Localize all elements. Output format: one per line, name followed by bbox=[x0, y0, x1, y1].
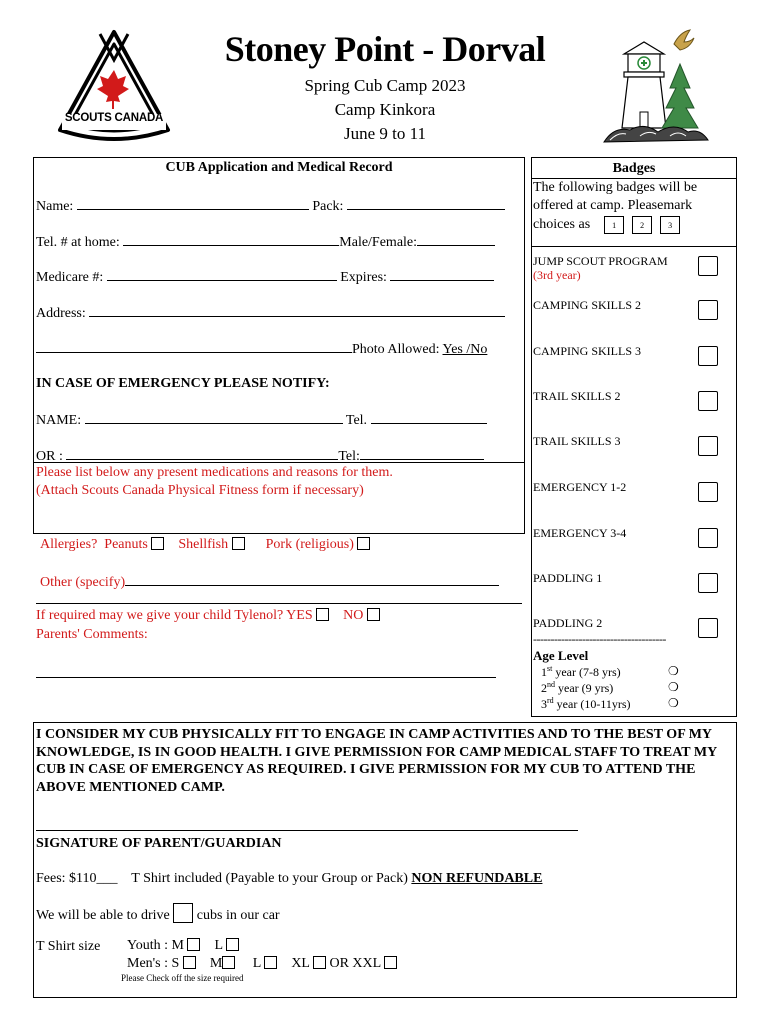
choice-box-1: 1 bbox=[604, 216, 624, 234]
age-radio-icon[interactable]: ❍ bbox=[668, 664, 679, 678]
emergency-name-label: NAME: bbox=[36, 413, 82, 428]
mens-xl-label: XL bbox=[291, 956, 310, 971]
badge-checkbox[interactable] bbox=[698, 300, 718, 320]
signature-line[interactable] bbox=[36, 830, 578, 831]
photo-label: Photo Allowed: bbox=[352, 342, 440, 357]
badges-intro-3 bbox=[533, 216, 688, 234]
other-allergy-line-2[interactable] bbox=[36, 603, 522, 604]
photo-options[interactable]: Yes /No bbox=[442, 342, 488, 357]
photo-row bbox=[36, 340, 487, 358]
address-row bbox=[36, 304, 505, 322]
medications-field[interactable] bbox=[36, 502, 522, 532]
badge-checkbox[interactable] bbox=[698, 391, 718, 411]
age-ordinal-suffix: rd bbox=[547, 696, 554, 705]
alternate-tel-field[interactable] bbox=[360, 447, 484, 460]
tylenol-row bbox=[36, 608, 380, 624]
age-level-item bbox=[541, 680, 613, 696]
mens-s-checkbox[interactable] bbox=[183, 956, 196, 969]
other-allergy-label: Other (specify) bbox=[40, 575, 126, 590]
age-text: year (10-11yrs) bbox=[553, 697, 631, 711]
badges-intro-1: The following badges will be bbox=[533, 180, 698, 195]
scouts-canada-logo bbox=[54, 26, 174, 144]
drive-row bbox=[36, 903, 280, 924]
address-label: Address: bbox=[36, 306, 86, 321]
badge-checkbox[interactable] bbox=[698, 618, 718, 638]
age-ordinal: 1 bbox=[541, 665, 547, 679]
youth-m-label: Youth : M bbox=[127, 938, 184, 953]
signature-label: SIGNATURE OF PARENT/GUARDIAN bbox=[36, 836, 282, 851]
name-field[interactable] bbox=[77, 197, 309, 210]
tel-row bbox=[36, 233, 495, 251]
mens-l-checkbox[interactable] bbox=[264, 956, 277, 969]
tylenol-yes-checkbox[interactable] bbox=[316, 608, 329, 621]
youth-size-row bbox=[127, 938, 239, 954]
peanuts-checkbox[interactable] bbox=[151, 537, 164, 550]
drive-count-box[interactable] bbox=[173, 903, 193, 923]
badges-heading: Badges bbox=[612, 161, 656, 176]
emergency-name-field[interactable] bbox=[85, 411, 343, 424]
youth-l-label: L bbox=[214, 938, 223, 953]
medicare-label: Medicare #: bbox=[36, 270, 104, 285]
name-row bbox=[36, 197, 505, 215]
camp-date-line: June 9 to 11 bbox=[343, 124, 426, 143]
mens-l-label: L bbox=[252, 956, 261, 971]
age-text: year (9 yrs) bbox=[555, 681, 614, 695]
badge-sublabel: (3rd year) bbox=[533, 268, 581, 282]
peanuts-label: Peanuts bbox=[104, 537, 148, 552]
alternate-tel-label: Tel: bbox=[338, 449, 360, 464]
badge-label: EMERGENCY 1-2 bbox=[533, 480, 627, 494]
youth-m-checkbox[interactable] bbox=[187, 938, 200, 951]
name-label: Name: bbox=[36, 199, 74, 214]
or-label: OR : bbox=[36, 449, 63, 464]
shellfish-checkbox[interactable] bbox=[232, 537, 245, 550]
badge-label: PADDLING 2 bbox=[533, 616, 603, 630]
tel-label: Tel. # at home: bbox=[36, 235, 120, 250]
expires-label: Expires: bbox=[340, 270, 387, 285]
badge-label: EMERGENCY 3-4 bbox=[533, 526, 627, 540]
age-level-item bbox=[541, 664, 621, 680]
badges-dashes: -------------------------------------- bbox=[533, 632, 666, 646]
other-allergy-field[interactable] bbox=[125, 573, 499, 586]
badge-label: TRAIL SKILLS 3 bbox=[533, 434, 621, 448]
medicare-field[interactable] bbox=[107, 268, 337, 281]
age-radio-icon[interactable]: ❍ bbox=[668, 696, 679, 710]
expires-field[interactable] bbox=[390, 268, 494, 281]
address-field-2[interactable] bbox=[36, 340, 352, 353]
fees-row bbox=[36, 871, 542, 887]
logo-text: SCOUTS CANADA bbox=[64, 112, 164, 124]
pork-label: Pork (religious) bbox=[265, 537, 354, 552]
badge-label: TRAIL SKILLS 2 bbox=[533, 389, 621, 403]
badge-checkbox[interactable] bbox=[698, 256, 718, 276]
age-text: year (7-8 yrs) bbox=[552, 665, 621, 679]
address-field[interactable] bbox=[89, 304, 505, 317]
tylenol-yes-label: YES bbox=[286, 608, 313, 623]
size-note: Please Check off the size required bbox=[121, 973, 244, 983]
tshirt-label: T Shirt size bbox=[36, 939, 101, 954]
badge-label: CAMPING SKILLS 3 bbox=[533, 344, 642, 358]
medicare-row bbox=[36, 268, 494, 286]
badge-checkbox[interactable] bbox=[698, 573, 718, 593]
camp-location-line: Camp Kinkora bbox=[334, 100, 436, 119]
badges-intro-divider bbox=[531, 246, 737, 247]
medications-note: (Attach Scouts Canada Physical Fitness form if necessary) bbox=[36, 483, 364, 498]
age-ordinal-suffix: nd bbox=[547, 680, 555, 689]
parents-comments-field[interactable] bbox=[36, 677, 496, 678]
tylenol-no-checkbox[interactable] bbox=[367, 608, 380, 621]
age-ordinal-suffix: st bbox=[547, 664, 553, 673]
choice-box-2: 2 bbox=[632, 216, 652, 234]
emergency-heading: IN CASE OF EMERGENCY PLEASE NOTIFY: bbox=[36, 376, 330, 391]
allergies-label: Allergies? bbox=[40, 537, 98, 552]
tel-field[interactable] bbox=[123, 233, 339, 246]
drive-label: We will be able to drive bbox=[36, 908, 170, 923]
fees-detail: T Shirt included (Payable to your Group or Pack) bbox=[131, 871, 408, 886]
badge-checkbox[interactable] bbox=[698, 528, 718, 548]
badge-label: PADDLING 1 bbox=[533, 571, 603, 585]
gender-field[interactable] bbox=[417, 233, 495, 246]
medications-divider bbox=[33, 462, 525, 463]
badge-label: CAMPING SKILLS 2 bbox=[533, 298, 642, 312]
age-ordinal: 3 bbox=[541, 697, 547, 711]
badges-intro-2: offered at camp. Pleasemark bbox=[533, 198, 693, 213]
consent-statement: I CONSIDER MY CUB PHYSICALLY FIT TO ENGAGE IN CAMP ACTIVITIES AND TO THE BEST OF MY KNOWLEDGE, IS IN GOOD HEALTH. I GIVE PERMISSION FOR CAMP MEDICAL STAFF TO TREAT MY CUB IN CASE OF EMERGENCY AS REQUIRED. I GIVE PERMISSION FOR MY CUB TO ATTEND THE ABOVE MENTIONED CAMP. bbox=[36, 727, 717, 795]
badge-label: JUMP SCOUT PROGRAM bbox=[533, 254, 668, 268]
tylenol-label: If required may we give your child Tylenol? bbox=[36, 608, 284, 623]
parents-comments-label: Parents' Comments: bbox=[36, 627, 148, 642]
youth-l-checkbox[interactable] bbox=[226, 938, 239, 951]
badge-checkbox[interactable] bbox=[698, 346, 718, 366]
mens-xl-checkbox[interactable] bbox=[313, 956, 326, 969]
mens-xxl-checkbox[interactable] bbox=[384, 956, 397, 969]
age-ordinal: 2 bbox=[541, 681, 547, 695]
age-radio-icon[interactable]: ❍ bbox=[668, 680, 679, 694]
gender-label: Male/Female: bbox=[339, 235, 418, 250]
emergency-tel-field[interactable] bbox=[371, 411, 487, 424]
non-refundable-note: NON REFUNDABLE bbox=[411, 871, 543, 886]
emergency-tel-label: Tel. bbox=[345, 413, 368, 428]
medications-instruction: Please list below any present medications and reasons for them. bbox=[36, 465, 393, 480]
pork-checkbox[interactable] bbox=[357, 537, 370, 550]
mens-m-label: M bbox=[209, 956, 223, 971]
alternate-name-field[interactable] bbox=[66, 447, 338, 460]
pack-field[interactable] bbox=[347, 197, 505, 210]
mens-size-row bbox=[127, 956, 397, 972]
tylenol-no-label: NO bbox=[343, 608, 364, 623]
fees-label: Fees: $110___ bbox=[36, 871, 118, 886]
mens-m-checkbox[interactable] bbox=[222, 956, 235, 969]
badges-intro-3-text: choices as bbox=[533, 217, 591, 233]
camp-name-line: Spring Cub Camp 2023 bbox=[304, 76, 466, 95]
lighthouse-illustration bbox=[600, 24, 710, 148]
emergency-name-row bbox=[36, 411, 487, 429]
badge-checkbox[interactable] bbox=[698, 482, 718, 502]
choice-box-3: 3 bbox=[660, 216, 680, 234]
drive-suffix: cubs in our car bbox=[196, 908, 280, 923]
badge-checkbox[interactable] bbox=[698, 436, 718, 456]
mens-xxl-label: OR XXL bbox=[329, 956, 381, 971]
age-level-heading: Age Level bbox=[533, 648, 589, 663]
shellfish-label: Shellfish bbox=[178, 537, 229, 552]
other-allergy-row bbox=[40, 573, 499, 591]
page-title: Stoney Point - Dorval bbox=[224, 29, 546, 69]
age-level-item bbox=[541, 696, 631, 712]
allergies-row bbox=[40, 537, 370, 553]
application-heading: CUB Application and Medical Record bbox=[165, 160, 393, 175]
pack-label: Pack: bbox=[312, 199, 344, 214]
mens-s-label: Men's : S bbox=[127, 956, 180, 971]
